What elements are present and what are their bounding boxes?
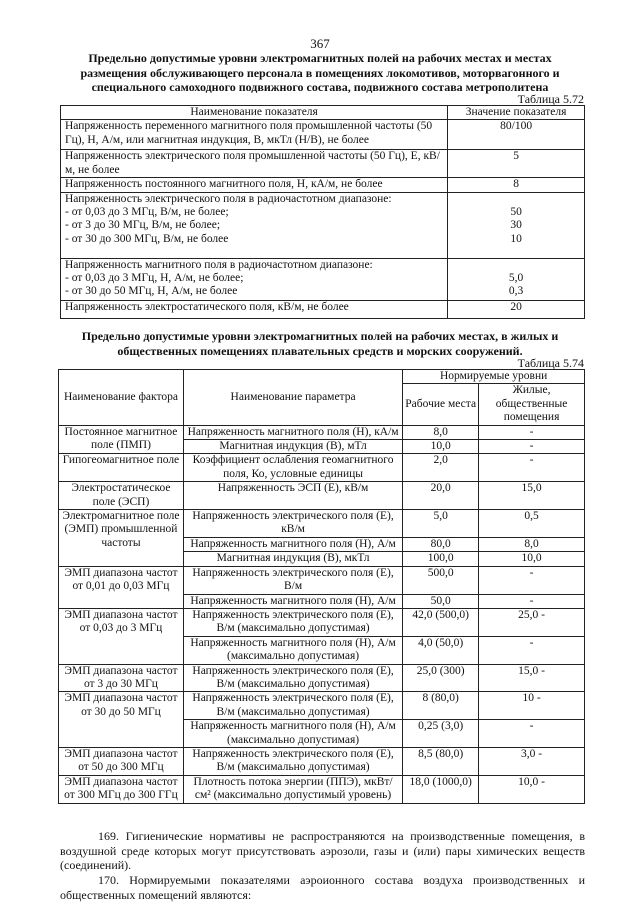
table1-header-row <box>61 106 585 120</box>
table2-living-cell: 10,0 - <box>479 775 585 803</box>
paragraph-170: 170. Нормируемыми показателями аэроионного состава воздуха производственных и общественных помещений являются: <box>60 873 585 902</box>
table1-value-line: 80/100 <box>500 120 533 133</box>
table2-row <box>59 425 585 439</box>
table2-header-row <box>59 370 585 384</box>
table2-param-cell: Напряженность электрического поля (Е), В/м <box>183 566 402 594</box>
table2-param-cell: Коэффициент ослабления геомагнитного поля, Ко, условные единицы <box>183 454 402 482</box>
table2-factor-cell: ЭМП диапазона частот от 3 до 30 МГц <box>59 664 184 692</box>
table1-title: Предельно допустимые уровни электромагнитных полей на рабочих местах и местах размещения обслуживающего персонала в помещениях локомотивов, моторвагонного и специального самоходного подвижного состава, подвижного состава метрополитена <box>80 51 560 94</box>
table1-name-line: - от 0,03 до 3 МГц, Н, А/м, не более; <box>65 272 244 285</box>
table2-living-cell: 15,0 - <box>479 664 585 692</box>
table2-row <box>59 692 585 720</box>
table1-header-cell: Наименование показателя <box>61 106 448 120</box>
table2-param-cell: Плотность потока энергии (ППЭ), мкВт/см² (максимально допустимый уровень) <box>183 775 402 803</box>
table2-title: Предельно допустимые уровни электромагнитных полей на рабочих местах, в жилых и общественных помещениях плавательных средств и морских сооружений. <box>81 329 559 358</box>
table2-factor-cell: ЭМП диапазона частот от 50 до 300 МГц <box>59 747 184 775</box>
table1-value-line <box>452 193 580 206</box>
table2-param-cell: Напряженность магнитного поля (Н), А/м (максимально допустимая) <box>183 720 402 748</box>
table2-living-cell: - <box>479 454 585 482</box>
table1-row <box>61 258 585 300</box>
table2-param-cell: Напряженность электрического поля (Е), кВ/м <box>183 510 402 538</box>
table2-work-cell: 8,0 <box>403 425 479 439</box>
table2-param-cell: Напряженность электрического поля (Е), В/м (максимально допустимая) <box>183 608 402 636</box>
table1-value-cell <box>448 120 585 150</box>
table2-header-factor: Наименование фактора <box>59 370 184 426</box>
table2-row <box>59 482 585 510</box>
table2-work-cell: 2,0 <box>403 454 479 482</box>
table2-work-cell: 8,5 (80,0) <box>403 747 479 775</box>
table2-header-work: Рабочие места <box>403 384 479 425</box>
table2-living-cell: - <box>479 440 585 454</box>
table1-name-line: Напряженность постоянного магнитного поля, Н, кА/м, не более <box>65 178 383 191</box>
table2-factor-cell: ЭМП диапазона частот от 300 МГц до 300 ГГц <box>59 775 184 803</box>
table2-work-cell: 100,0 <box>403 552 479 566</box>
table2-work-cell: 500,0 <box>403 566 479 594</box>
table1-name-line: Напряженность электрического поля промышленной частоты (50 Гц), Е, кВ/м, не более <box>65 150 440 176</box>
table2-param-cell: Напряженность магнитного поля (Н), кА/м <box>183 425 402 439</box>
table1-value-cell <box>448 150 585 178</box>
paragraph-169: 169. Гигиенические нормативы не распространяются на производственные помещения, в воздушной среде которых могут присутствовать аэрозоли, газы и (или) пары химических веществ (соединений). <box>60 829 585 872</box>
table1-row <box>61 120 585 150</box>
table1-header-cell: Значение показателя <box>448 106 585 120</box>
table2-living-cell: - <box>479 425 585 439</box>
table1-name-line: Напряженность переменного магнитного поля промышленной частоты (50 Гц), Н, А/м, или магнитная индукция, В, мкТл (Н/В), не более <box>65 120 433 146</box>
table2-living-cell: 0,5 <box>479 510 585 538</box>
table1-value-line: 50 <box>510 206 522 219</box>
table2-work-cell: 5,0 <box>403 510 479 538</box>
table2-work-cell: 10,0 <box>403 440 479 454</box>
table2-factor-cell: Электромагнитное поле (ЭМП) промышленной частоты <box>59 510 184 567</box>
table1-name-cell <box>61 258 448 300</box>
table1-name-cell <box>61 178 448 192</box>
table2-factor-cell: ЭМП диапазона частот от 30 до 50 МГц <box>59 692 184 748</box>
table1-value-line: 8 <box>513 178 519 191</box>
table1-row <box>61 178 585 192</box>
table2-param-cell: Напряженность электрического поля (Е), В/м (максимально допустимая) <box>183 747 402 775</box>
table1-name-line: Напряженность магнитного поля в радиочастотном диапазоне: <box>65 258 373 271</box>
table2-living-cell: 10,0 <box>479 552 585 566</box>
table2-factor-cell: Постоянное магнитное поле (ПМП) <box>59 425 184 454</box>
table2-param-cell: Напряженность магнитного поля (Н), А/м (максимально допустимая) <box>183 636 402 664</box>
table1-name-line: - от 30 до 300 МГц, В/м, не более <box>65 232 229 245</box>
table1-value-cell <box>448 258 585 300</box>
table1-row <box>61 150 585 178</box>
table1-name-cell <box>61 150 448 178</box>
table1-value-cell <box>448 178 585 192</box>
table1-name-cell <box>61 192 448 258</box>
table1-name-cell <box>61 120 448 150</box>
table2-work-cell: 20,0 <box>403 482 479 510</box>
table2-label: Таблица 5.74 <box>517 356 584 370</box>
table2-living-cell: - <box>479 566 585 594</box>
table1-name-line: - от 3 до 30 МГц, В/м, не более; <box>65 219 221 232</box>
table1-name-line: - от 0,03 до 3 МГц, В/м, не более; <box>65 206 229 219</box>
table2-row <box>59 566 585 594</box>
table2-living-cell: - <box>479 594 585 608</box>
table2-factor-cell: ЭМП диапазона частот от 0,03 до 3 МГц <box>59 608 184 664</box>
table2-row <box>59 775 585 803</box>
table2-living-cell: 15,0 <box>479 482 585 510</box>
table2-header-living: Жилые, общественные помещения <box>479 384 585 425</box>
table2-row <box>59 664 585 692</box>
table1-value-cell <box>448 192 585 258</box>
table2-row <box>59 608 585 636</box>
table1-value-line: 5 <box>513 150 519 163</box>
table2-work-cell: 8 (80,0) <box>403 692 479 720</box>
table2-living-cell: - <box>479 720 585 748</box>
table2-param-cell: Магнитная индукция (В), мкТл <box>183 552 402 566</box>
table1-row <box>61 300 585 318</box>
table2-param-cell: Магнитная индукция (В), мТл <box>183 440 402 454</box>
table-5-74 <box>58 369 585 804</box>
table1-value-line: 5,0 <box>508 272 524 285</box>
table1-name-line: - от 30 до 50 МГц, Н, А/м, не более <box>65 285 238 298</box>
table1-value-line: 20 <box>510 300 522 313</box>
table2-row <box>59 510 585 538</box>
table2-living-cell: 25,0 - <box>479 608 585 636</box>
table1-value-line: 30 <box>510 219 522 232</box>
table2-factor-cell: Электростатическое поле (ЭСП) <box>59 482 184 510</box>
table2-work-cell: 42,0 (500,0) <box>403 608 479 636</box>
table2-row <box>59 747 585 775</box>
table1-value-cell <box>448 300 585 318</box>
table2-param-cell: Напряженность электрического поля (Е), В/м (максимально допустимая) <box>183 692 402 720</box>
table2-work-cell: 25,0 (300) <box>403 664 479 692</box>
table2-param-cell: Напряженность электрического поля (Е), В/м (максимально допустимая) <box>183 664 402 692</box>
table2-work-cell: 4,0 (50,0) <box>403 636 479 664</box>
table2-factor-cell: ЭМП диапазона частот от 0,01 до 0,03 МГц <box>59 566 184 608</box>
table2-row <box>59 454 585 482</box>
page-number: 367 <box>310 36 330 51</box>
table1-row <box>61 192 585 258</box>
table2-living-cell: 3,0 - <box>479 747 585 775</box>
table1-name-line: Напряженность электростатического поля, кВ/м, не более <box>65 300 349 313</box>
table2-living-cell: 8,0 <box>479 537 585 551</box>
table1-label: Таблица 5.72 <box>517 92 584 106</box>
table2-living-cell: 10 - <box>479 692 585 720</box>
table-5-72 <box>60 105 585 319</box>
table2-work-cell: 18,0 (1000,0) <box>403 775 479 803</box>
table1-name-cell <box>61 300 448 318</box>
table2-work-cell: 50,0 <box>403 594 479 608</box>
table2-header-norm: Нормируемые уровни <box>403 370 585 384</box>
table2-living-cell: - <box>479 636 585 664</box>
table2-factor-cell: Гипогеомагнитное поле <box>59 454 184 482</box>
table2-work-cell: 80,0 <box>403 537 479 551</box>
table2-param-cell: Напряженность ЭСП (Е), кВ/м <box>183 482 402 510</box>
table1-value-line: 10 <box>510 232 522 245</box>
table2-param-cell: Напряженность магнитного поля (Н), А/м <box>183 594 402 608</box>
table2-param-cell: Напряженность магнитного поля (Н), А/м <box>183 537 402 551</box>
table2-header-param: Наименование параметра <box>183 370 402 426</box>
table2-work-cell: 0,25 (3,0) <box>403 720 479 748</box>
table1-value-line <box>452 259 580 272</box>
table1-value-line: 0,3 <box>508 285 524 298</box>
table1-name-line: Напряженность электрического поля в радиочастотном диапазоне: <box>65 192 392 205</box>
